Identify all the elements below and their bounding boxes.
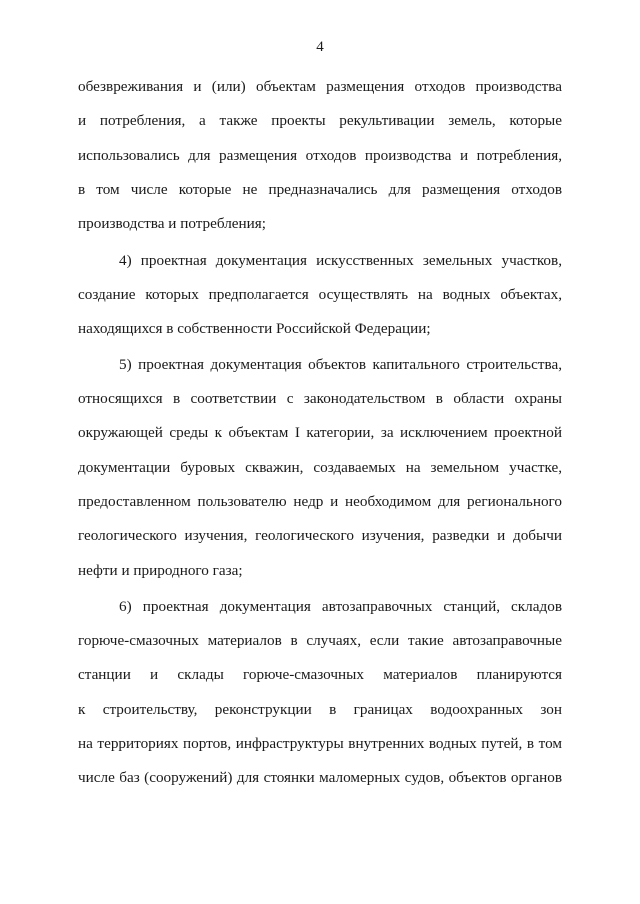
text-line: производства и потребления; bbox=[78, 215, 267, 232]
text-line: обезвреживания и (или) объектам размещения отходов производства bbox=[78, 78, 562, 95]
text-line: относящихся в соответствии с законодательством в области охраны bbox=[78, 390, 562, 407]
text-line: числе баз (сооружений) для стоянки маломерных судов, объектов органов bbox=[78, 769, 562, 786]
text-line: 5) проектная документация объектов капитального строительства, bbox=[119, 356, 562, 373]
text-line: использовались для размещения отходов производства и потребления, bbox=[78, 147, 562, 164]
text-line: окружающей среды к объектам I категории, за исключением проектной bbox=[78, 424, 562, 441]
text-line: документации буровых скважин, создаваемых на земельном участке, bbox=[78, 459, 562, 476]
text-line: 6) проектная документация автозаправочных станций, складов bbox=[119, 598, 562, 615]
text-line: создание которых предполагается осуществлять на водных объектах, bbox=[78, 286, 562, 303]
text-line: к строительству, реконструкции в границах водоохранных зон bbox=[78, 701, 562, 718]
text-line: предоставленном пользователю недр и необходимом для регионального bbox=[78, 493, 562, 510]
text-line: горюче-смазочных материалов в случаях, если такие автозаправочные bbox=[78, 632, 562, 649]
text-line: геологического изучения, геологического изучения, разведки и добычи bbox=[78, 527, 562, 544]
text-line: находящихся в собственности Российской Федерации; bbox=[78, 320, 431, 337]
text-line: в том числе которые не предназначались для размещения отходов bbox=[78, 181, 562, 198]
text-line: станции и склады горюче-смазочных материалов планируются bbox=[78, 666, 562, 683]
text-line: и потребления, а также проекты рекультивации земель, которые bbox=[78, 112, 562, 129]
text-line: нефти и природного газа; bbox=[78, 562, 243, 579]
text-line: на территориях портов, инфраструктуры внутренних водных путей, в том bbox=[78, 735, 562, 752]
text-line: 4) проектная документация искусственных земельных участков, bbox=[119, 252, 562, 269]
page-number: 4 bbox=[316, 39, 324, 55]
